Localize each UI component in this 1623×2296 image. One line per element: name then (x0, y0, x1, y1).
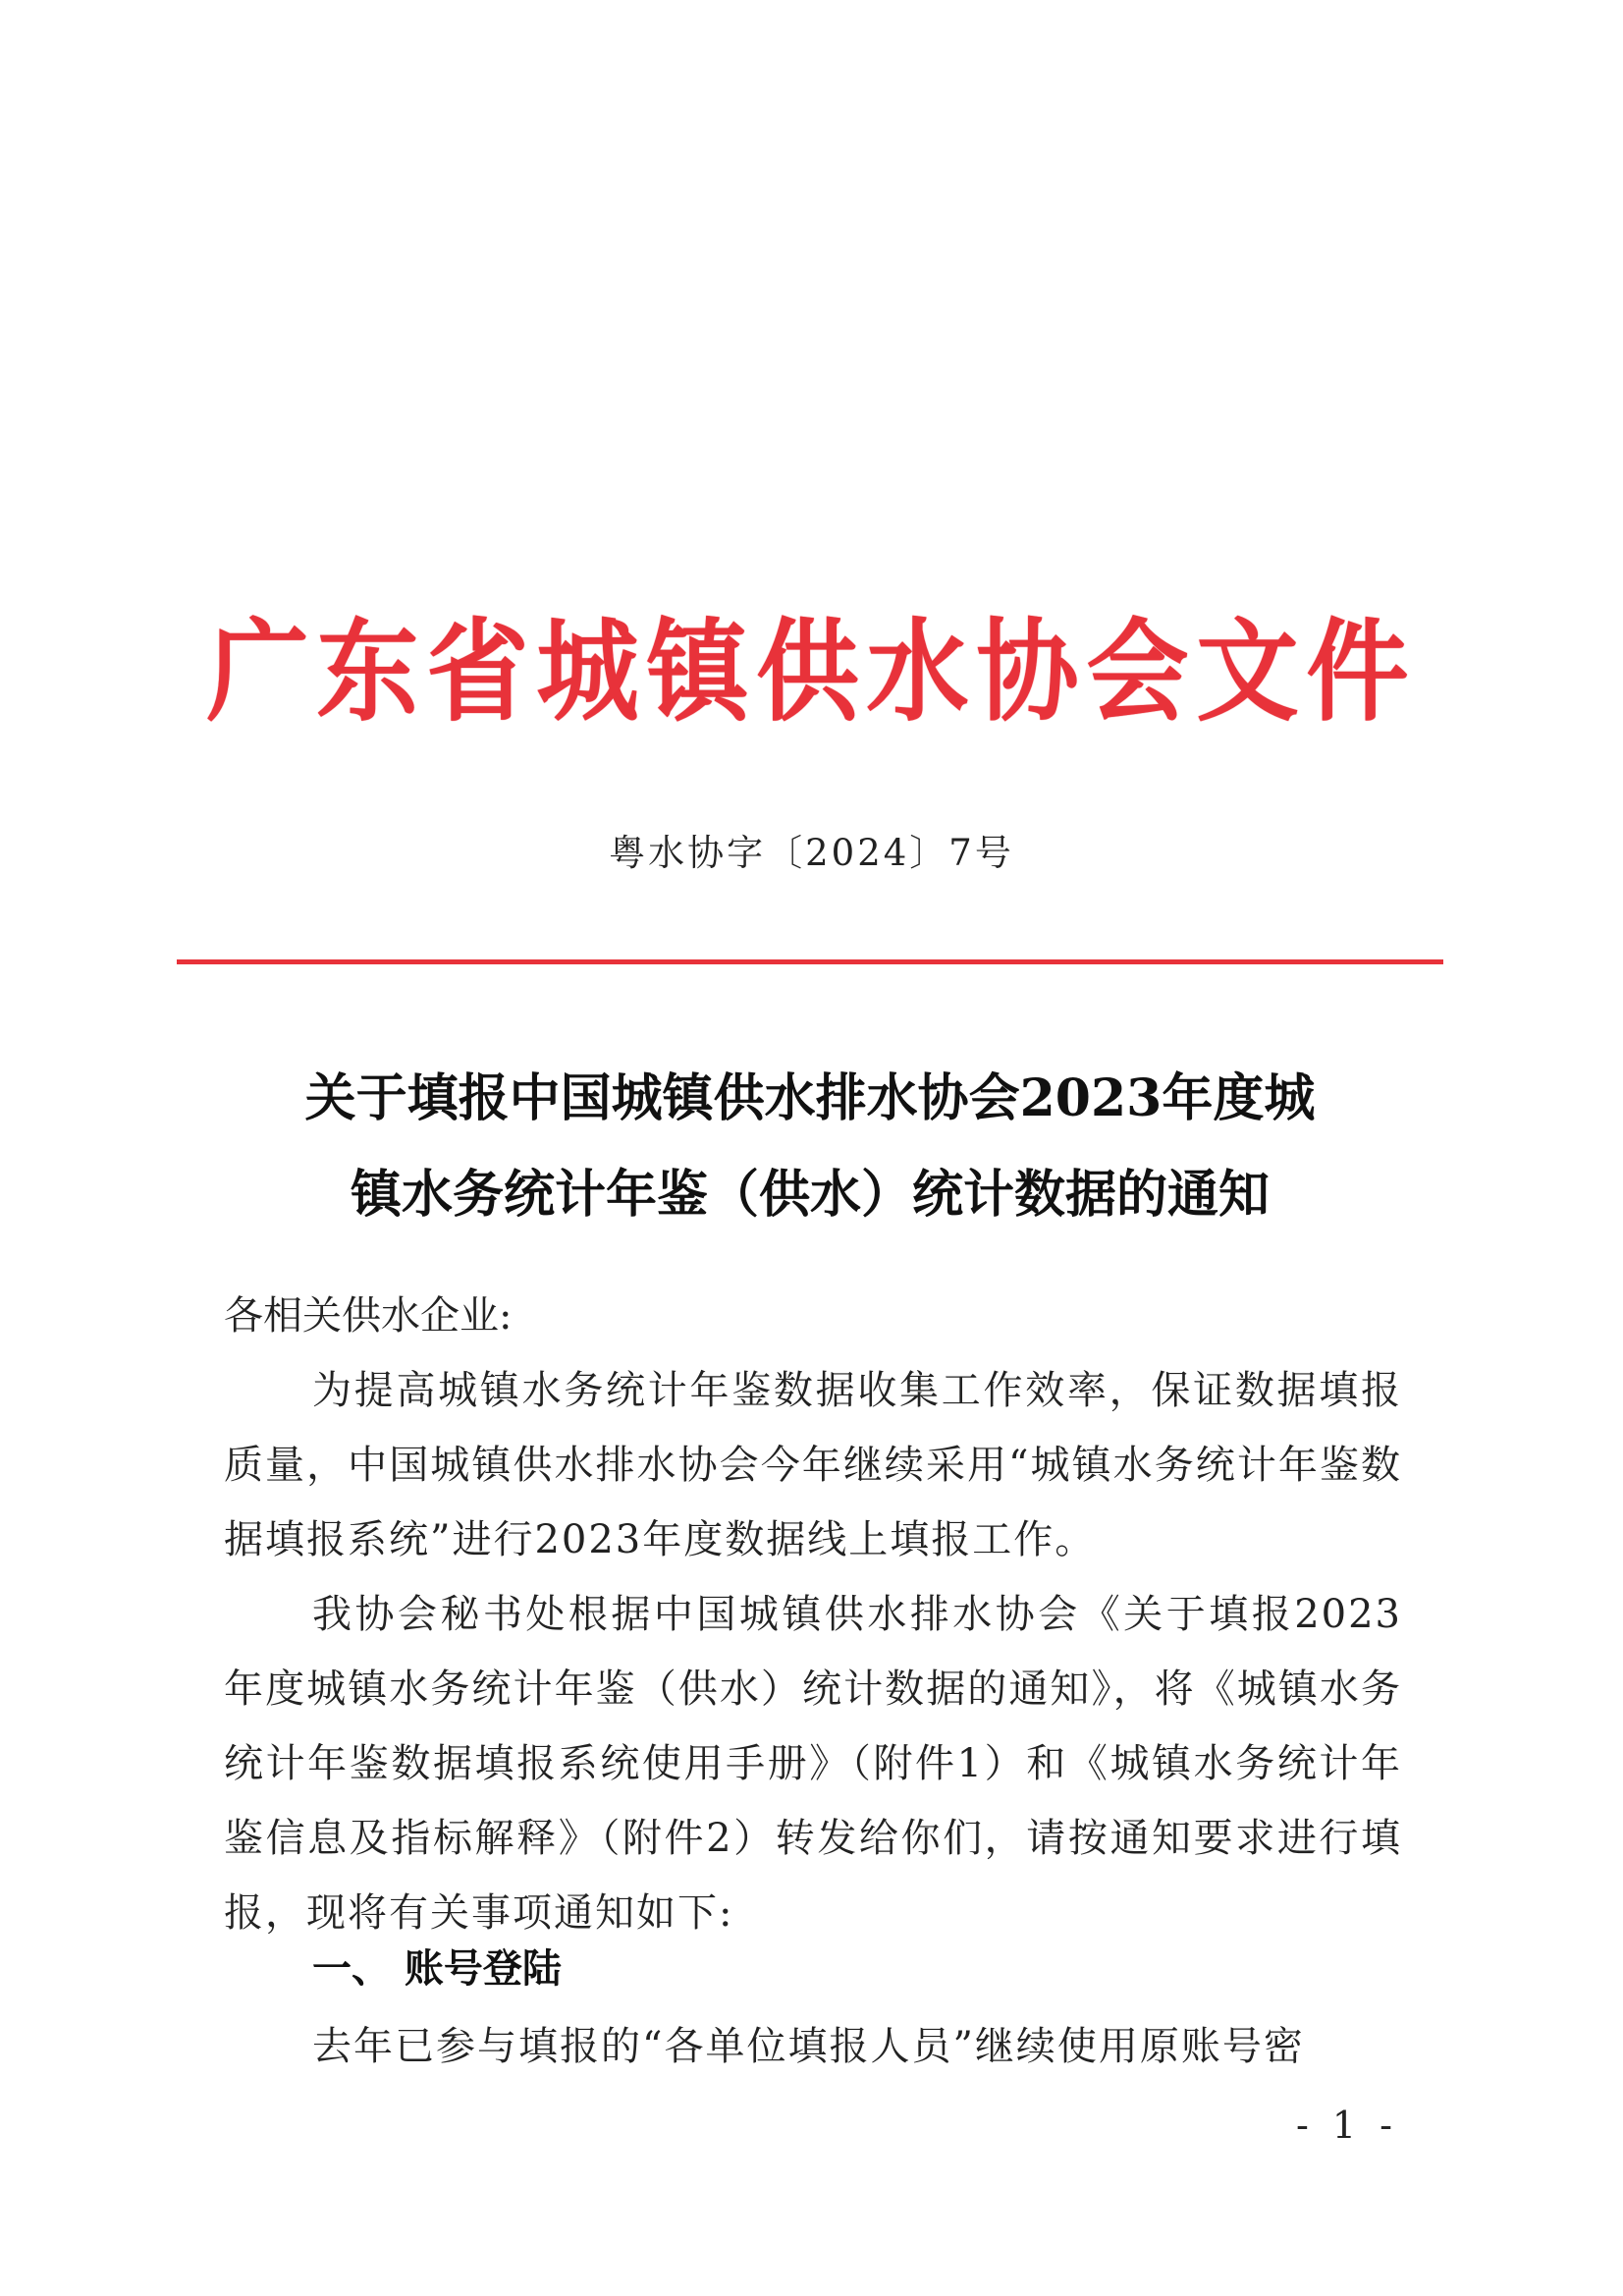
notice-title-line-1: 关于填报中国城镇供水排水协会2023年度城 (304, 1068, 1316, 1128)
issuer-header: 广东省城镇供水协会文件 (206, 607, 1417, 737)
section-heading-account-login: 一、 账号登陆 (312, 1946, 562, 1992)
page-number: - 1 - (1296, 2104, 1399, 2147)
salutation: 各相关供水企业: (224, 1293, 513, 1339)
body-paragraph-3: 去年已参与填报的“各单位填报人员”继续使用原账号密 (312, 2024, 1305, 2069)
document-number: 粤水协字〔2024〕7号 (609, 832, 1014, 874)
notice-title-line-2: 镇水务统计年鉴（供水）统计数据的通知 (350, 1165, 1270, 1225)
body-paragraph-1: 为提高城镇水务统计年鉴数据收集工作效率，保证数据填报质量，中国城镇供水排水协会今年继续采用“城镇水务统计年鉴数据填报系统”进行2023年度数据线上填报工作。 (224, 1368, 1402, 1562)
body-paragraph-2: 我协会秘书处根据中国城镇供水排水协会《关于填报2023年度城镇水务统计年鉴（供水）统计数据的通知》，将《城镇水务统计年鉴数据填报系统使用手册》（附件1）和《城镇水务统计年鉴信息及指标解释》（附件2）转发给你们，请按通知要求进行填报，现将有关事项通知如下: (224, 1592, 1402, 1936)
red-divider-line (177, 959, 1443, 964)
notice-title (187, 1051, 1434, 1243)
